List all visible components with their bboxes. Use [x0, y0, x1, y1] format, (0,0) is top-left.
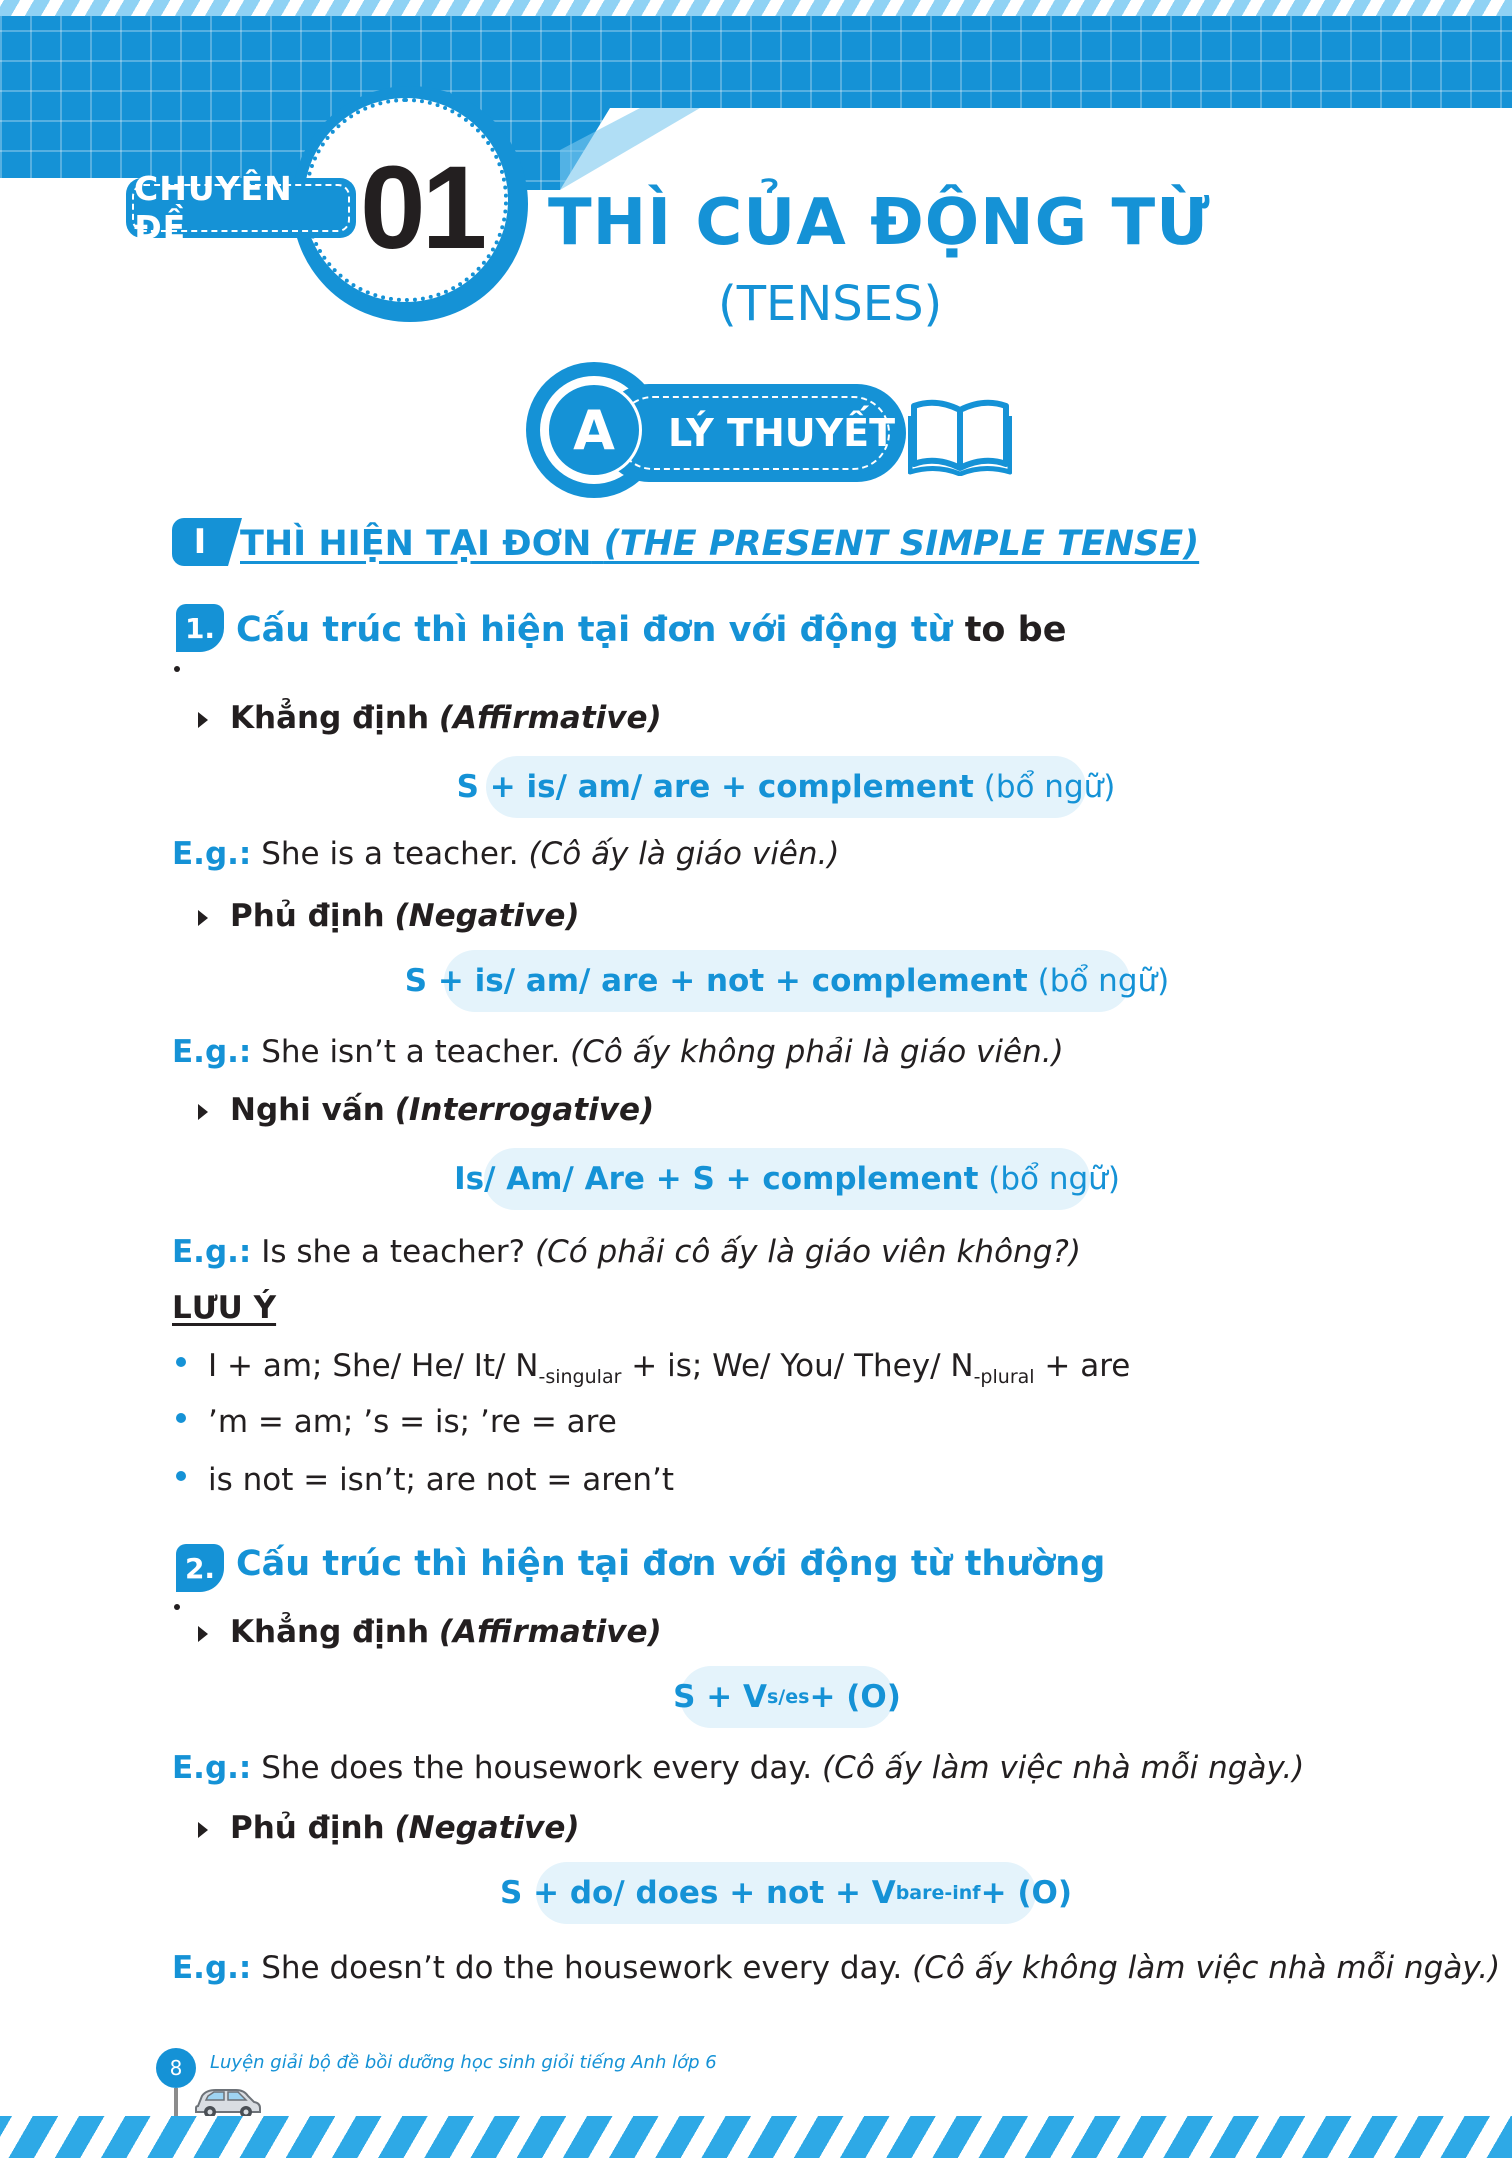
triangle-right-icon [198, 1104, 208, 1120]
page-number: 8 [156, 2048, 196, 2088]
example-label: E.g.: [172, 1234, 252, 1270]
formula-note: (bổ ngữ) [983, 769, 1116, 805]
part1-affirmative-example [172, 834, 839, 874]
formula-note: (bổ ngữ) [1037, 963, 1170, 999]
part1-number-badge: 1. [176, 604, 224, 652]
part2-affirmative-formula [673, 1666, 901, 1728]
formula-note: (bổ ngữ) [988, 1161, 1120, 1197]
part1-negative-example [172, 1032, 1064, 1072]
triangle-right-icon [198, 1822, 208, 1838]
part1-heading-dark: to be [964, 610, 1067, 650]
example-vi: (Có phải cô ấy là giáo viên không?) [534, 1234, 1081, 1270]
example-en: She isn’t a teacher. [261, 1034, 561, 1070]
chapter-title: THÌ CỦA ĐỘNG TỪ [548, 186, 1211, 260]
section-i-title-vi: THÌ HIỆN TẠI ĐƠN [240, 524, 592, 564]
part2-negative-example [172, 1948, 1500, 1988]
formula-text: S + V [673, 1679, 767, 1715]
part1-negative-label-en: (Negative) [394, 898, 580, 934]
bullet-dot-icon [176, 1413, 186, 1423]
part1-heading-text: Cấu trúc thì hiện tại đơn với động từ [236, 610, 953, 650]
note-subscript: -singular [538, 1366, 622, 1389]
note-text: + are [1034, 1348, 1131, 1384]
part2-heading: Cấu trúc thì hiện tại đơn với động từ thường [236, 1544, 1106, 1584]
note-text: I + am; She/ He/ It/ N [208, 1348, 539, 1384]
part2-dot [174, 1604, 180, 1610]
note-item [176, 1460, 674, 1500]
note-heading: LƯU Ý [172, 1290, 277, 1326]
part1-interrogative-label-en: (Interrogative) [394, 1092, 655, 1128]
note-text: ’m = am; ’s = is; ’re = are [208, 1404, 617, 1440]
formula-text: S + is/ am/ are + not + complement [404, 963, 1028, 999]
part1-heading [236, 606, 1066, 654]
example-en: She doesn’t do the housework every day. [261, 1950, 903, 1986]
formula-text: S + is/ am/ are + complement [456, 769, 974, 805]
part1-interrogative-row [198, 1090, 654, 1130]
triangle-right-icon [198, 1626, 208, 1642]
chapter-subtitle: (TENSES) [718, 276, 943, 332]
section-a-letter: A [546, 382, 642, 478]
triangle-right-icon [198, 910, 208, 926]
page-number-pole [174, 2088, 178, 2118]
part2-negative-formula [499, 1862, 1073, 1924]
part1-affirmative-row [198, 698, 662, 738]
example-label: E.g.: [172, 1950, 252, 1986]
part1-interrogative-example [172, 1232, 1081, 1272]
example-vi: (Cô ấy là giáo viên.) [528, 836, 840, 872]
part1-affirmative-formula [456, 756, 1116, 818]
chapter-number: 01 [360, 142, 484, 274]
part2-affirmative-row [198, 1612, 662, 1652]
example-label: E.g.: [172, 1034, 252, 1070]
part1-affirmative-label-en: (Affirmative) [438, 700, 662, 736]
example-en: She is a teacher. [261, 836, 519, 872]
part2-affirmative-label: Khẳng định [230, 1614, 430, 1650]
bullet-dot-icon [176, 1357, 186, 1367]
part1-affirmative-label: Khẳng định [230, 700, 430, 736]
part1-dot [174, 666, 180, 672]
part2-negative-label-en: (Negative) [394, 1810, 580, 1846]
formula-subscript: bare-inf [895, 1882, 981, 1904]
footer-stripes [0, 2116, 1512, 2158]
example-en: Is she a teacher? [261, 1234, 526, 1270]
note-subscript: -plural [973, 1366, 1035, 1389]
part2-negative-row [198, 1808, 580, 1848]
footer-book-title: Luyện giải bộ đề bồi dưỡng học sinh giỏi tiếng Anh lớp 6 [210, 2052, 717, 2073]
chapter-label: CHUYÊN ĐỀ [132, 184, 350, 232]
bullet-dot-icon [176, 1471, 186, 1481]
note-item [176, 1402, 617, 1442]
example-label: E.g.: [172, 836, 252, 872]
part1-interrogative-formula [454, 1148, 1120, 1210]
section-i-title-en: (THE PRESENT SIMPLE TENSE) [603, 524, 1200, 564]
note-text: is not = isn’t; are not = aren’t [208, 1462, 675, 1498]
example-vi: (Cô ấy làm việc nhà mỗi ngày.) [822, 1750, 1305, 1786]
section-a-pill [600, 384, 906, 482]
note-item [176, 1346, 1130, 1397]
section-i-title [240, 518, 1199, 570]
part1-negative-label: Phủ định [230, 898, 385, 934]
part1-negative-row [198, 896, 580, 936]
part2-negative-label: Phủ định [230, 1810, 385, 1846]
open-book-icon [908, 396, 1012, 476]
example-en: She does the housework every day. [261, 1750, 813, 1786]
part2-affirmative-label-en: (Affirmative) [438, 1614, 662, 1650]
example-label: E.g.: [172, 1750, 252, 1786]
formula-text: Is/ Am/ Are + S + complement [454, 1161, 979, 1197]
part2-number-badge: 2. [176, 1544, 224, 1592]
formula-text: S + do/ does + not + V [499, 1875, 896, 1911]
triangle-right-icon [198, 712, 208, 728]
part1-negative-formula [404, 950, 1170, 1012]
header-white-wedge [0, 0, 1512, 190]
section-i-numeral: I [172, 518, 228, 566]
car-icon [192, 2080, 264, 2120]
formula-subscript: s/es [766, 1686, 810, 1708]
formula-text: + (O) [809, 1679, 901, 1715]
note-text: + is; We/ You/ They/ N [621, 1348, 974, 1384]
formula-text: + (O) [980, 1875, 1073, 1911]
chapter-label-pill [126, 169, 356, 247]
part2-affirmative-example [172, 1748, 1304, 1788]
section-a-label: LÝ THUYẾT [616, 396, 890, 470]
example-vi: (Cô ấy không phải là giáo viên.) [570, 1034, 1064, 1070]
example-vi: (Cô ấy không làm việc nhà mỗi ngày.) [912, 1950, 1501, 1986]
part1-interrogative-label: Nghi vấn [230, 1092, 385, 1128]
